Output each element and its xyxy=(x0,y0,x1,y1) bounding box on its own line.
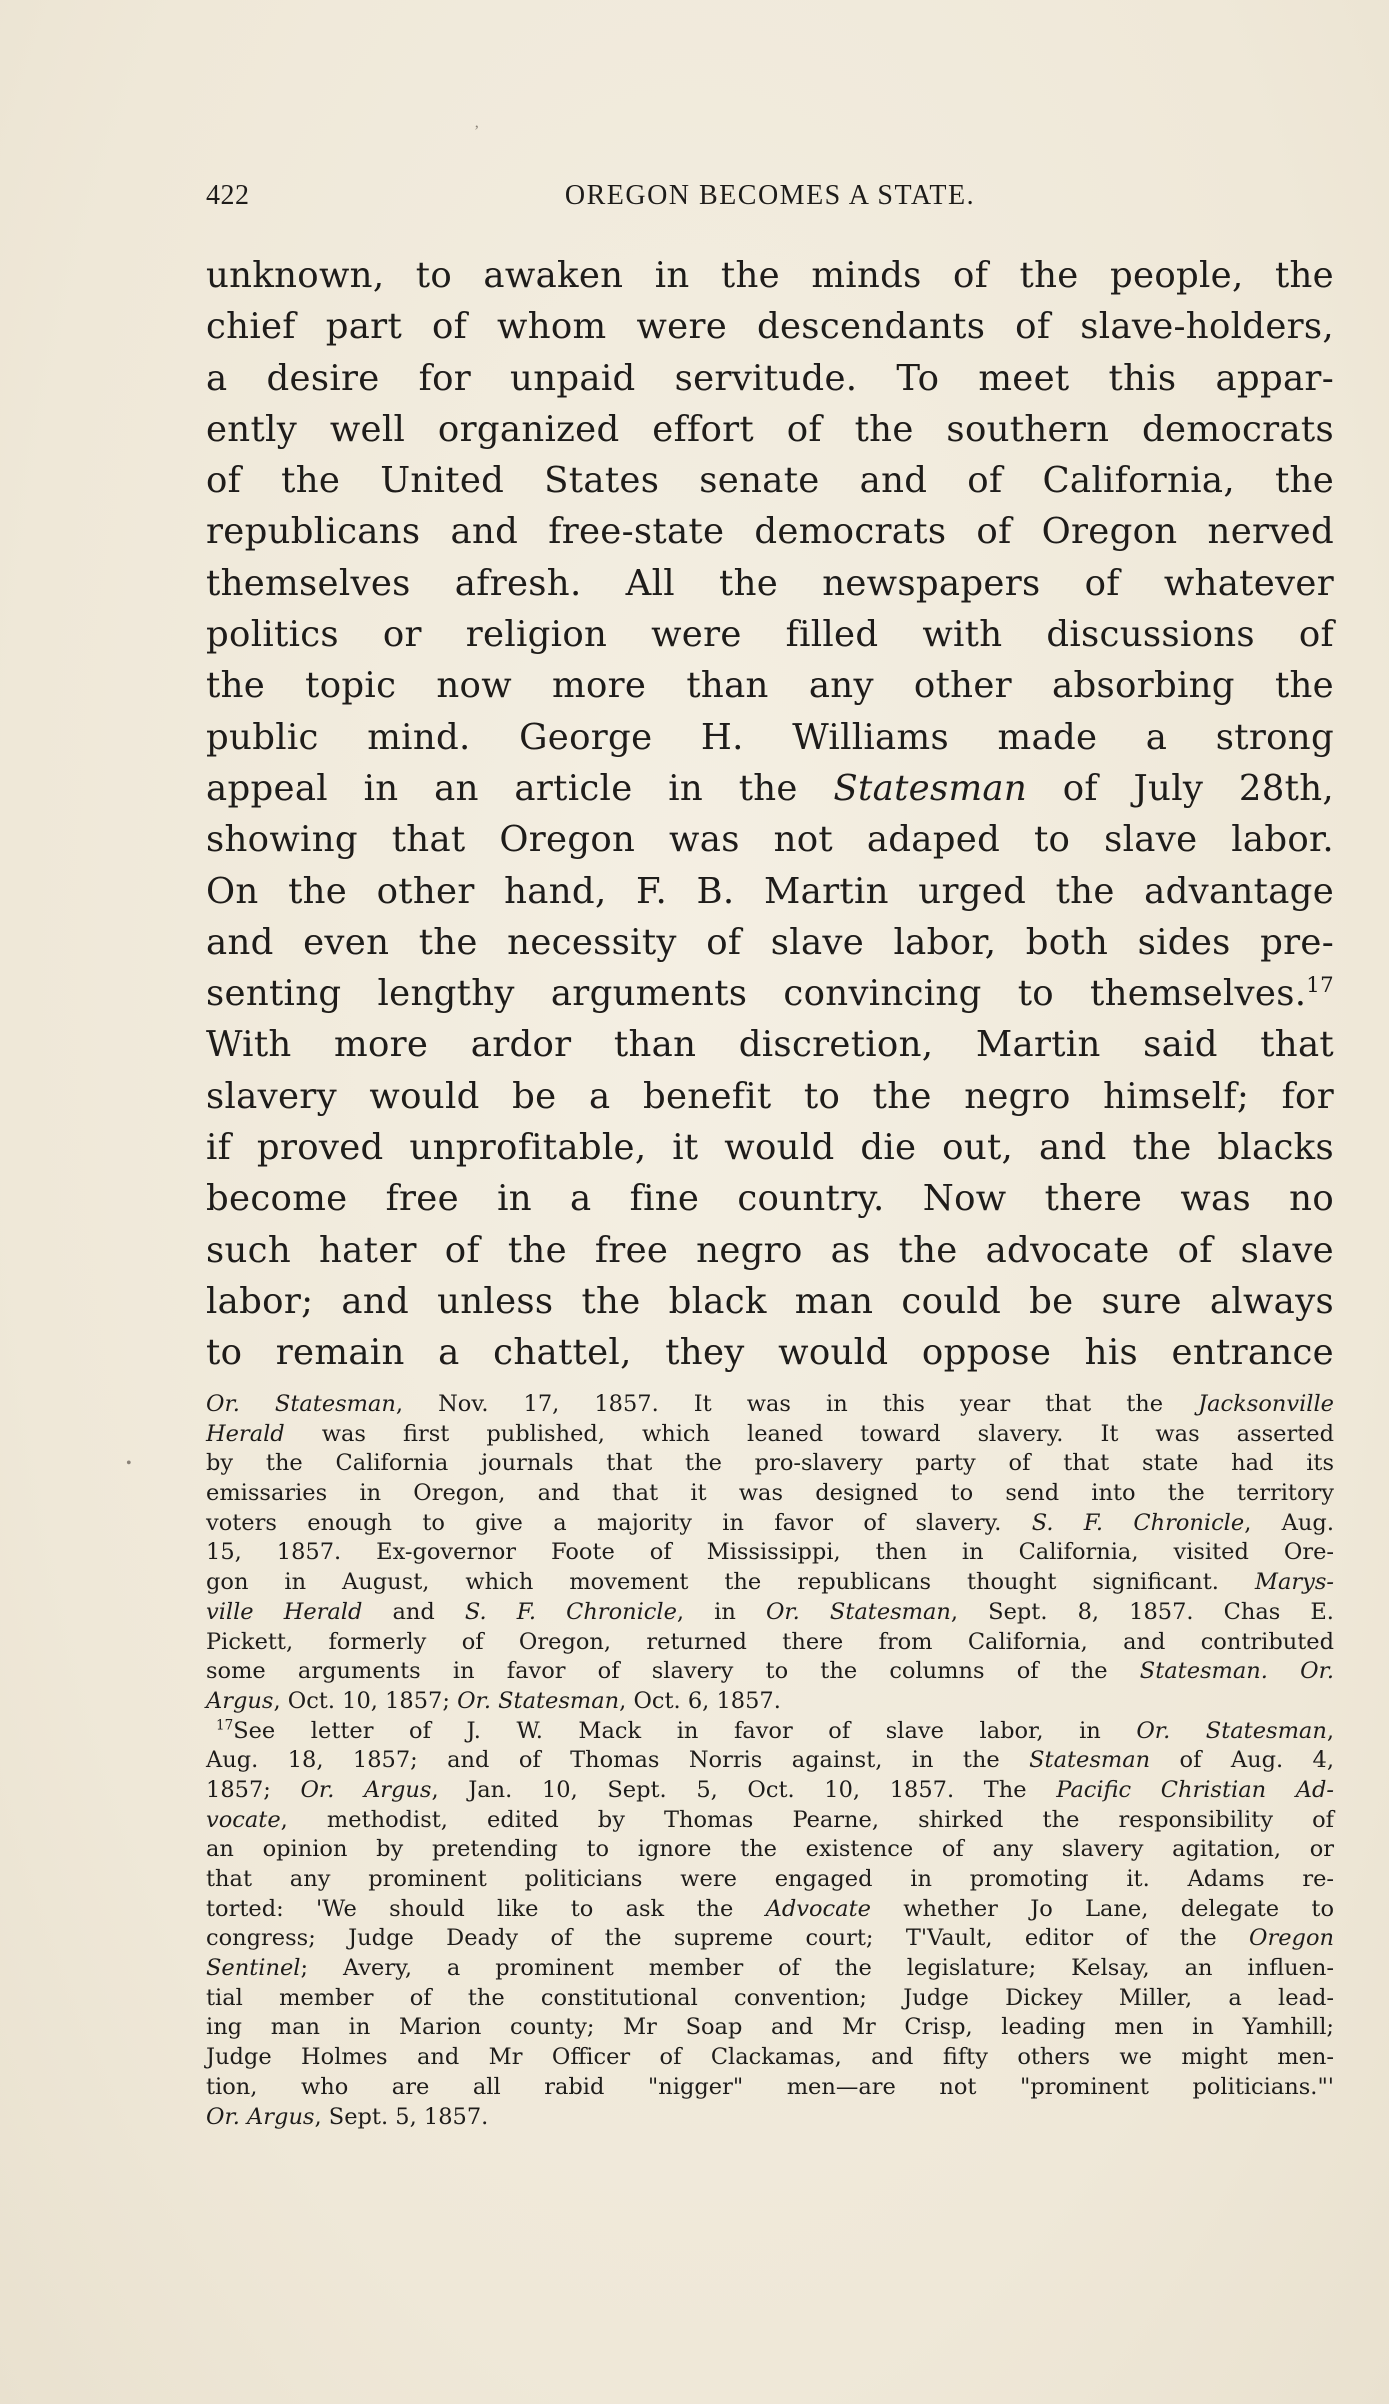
footnote-line: Judge Holmes and Mr Officer of Clackamas, and fifty others we might men- xyxy=(206,2044,1334,2071)
footnote-line: Or. Statesman, Nov. 17, 1857. It was in this year that the Jacksonville xyxy=(206,1391,1334,1417)
body-line: showing that Oregon was not adaped to slave labor. xyxy=(206,819,1334,861)
body-line: senting lengthy arguments convincing to themselves.$^{17}$ xyxy=(206,973,1334,1015)
footnote-line: by the California journals that the pro-slavery party of that state had its xyxy=(206,1450,1334,1477)
footnote-line: that any prominent politicians were engaged in promoting it. Adams re- xyxy=(206,1866,1334,1892)
footnote-line: $^{17}$See letter of J. W. Mack in favor of slave labor, in Or. Statesman, xyxy=(216,1717,1334,1744)
footnote-line: Or. Argus, Sept. 5, 1857. xyxy=(206,2103,489,2130)
footnote-line: Sentinel; Avery, a prominent member of the legislature; Kelsay, an influen- xyxy=(206,1955,1334,1982)
body-line: chief part of whom were descendants of slave-holders, xyxy=(206,306,1334,348)
body-line: With more ardor than discretion, Martin said that xyxy=(206,1024,1334,1066)
body-line: become free in a fine country. Now there was no xyxy=(206,1178,1334,1220)
body-line: slavery would be a benefit to the negro himself; for xyxy=(206,1075,1334,1117)
footnote-line: Herald was first published, which leaned toward slavery. It was asserted xyxy=(206,1420,1334,1447)
body-line: appeal in an article in the Statesman of July 28th, xyxy=(206,767,1334,809)
footnote-line: congress; Judge Deady of the supreme court; T'Vault, editor of the Oregon xyxy=(206,1925,1334,1952)
body-line: of the United States senate and of California, the xyxy=(206,460,1334,502)
footnote-line: Pickett, formerly of Oregon, returned there from California, and contributed xyxy=(206,1628,1334,1655)
footnote-line: voters enough to give a majority in favor of slavery. S. F. Chronicle, Aug. xyxy=(206,1509,1334,1536)
footnote-16 xyxy=(206,1390,1334,1717)
body-line: a desire for unpaid servitude. To meet this appar- xyxy=(206,357,1334,399)
footnote-line: emissaries in Oregon, and that it was designed to send into the territory xyxy=(206,1480,1334,1507)
page-header xyxy=(206,176,1334,216)
footnote-line: Argus, Oct. 10, 1857; Or. Statesman, Oct. 6, 1857. xyxy=(206,1687,781,1714)
footnote-line: torted: 'We should like to ask the Advocate whether Jo Lane, delegate to xyxy=(206,1895,1334,1922)
footnote-17 xyxy=(206,1717,1334,2133)
body-line: politics or religion were filled with discussions of xyxy=(206,614,1334,656)
ink-speck: • xyxy=(126,1455,132,1472)
running-title: OREGON BECOMES A STATE. xyxy=(564,180,976,211)
footnote-line: tion, who are all rabid "nigger" men—are not "prominent politicians."' xyxy=(206,2073,1334,2100)
footnote-line: ville Herald and S. F. Chronicle, in Or. Statesman, Sept. 8, 1857. Chas E. xyxy=(206,1598,1334,1625)
body-line: if proved unprofitable, it would die out, and the blacks xyxy=(206,1127,1334,1169)
footnote-line: gon in August, which movement the republicans thought significant. Marys- xyxy=(206,1569,1334,1596)
footnote-line: some arguments in favor of slavery to the columns of the Statesman. Or. xyxy=(206,1658,1335,1685)
footnote-line: tial member of the constitutional convention; Judge Dickey Miller, a lead- xyxy=(206,1984,1334,2011)
footnote-line: ing man in Marion county; Mr Soap and Mr Crisp, leading men in Yamhill; xyxy=(206,2014,1334,2041)
footnotes xyxy=(206,1390,1334,2132)
footnote-line: Aug. 18, 1857; and of Thomas Norris against, in the Statesman of Aug. 4, xyxy=(206,1747,1334,1774)
body-line: ently well organized effort of the southern democrats xyxy=(206,408,1334,450)
page-number: 422 xyxy=(206,180,250,211)
main-text xyxy=(206,250,1334,1379)
body-line: themselves afresh. All the newspapers of whatever xyxy=(206,562,1334,604)
ink-speck: ʼ xyxy=(474,123,480,140)
body-line: labor; and unless the black man could be sure always xyxy=(206,1280,1334,1322)
body-line: unknown, to awaken in the minds of the people, the xyxy=(206,255,1334,296)
body-line: republicans and free-state democrats of Oregon nerved xyxy=(206,511,1334,553)
body-line: the topic now more than any other absorbing the xyxy=(206,665,1334,707)
body-line: On the other hand, F. B. Martin urged the advantage xyxy=(206,870,1334,912)
footnote-line: an opinion by pretending to ignore the existence of any slavery agitation, or xyxy=(206,1836,1334,1863)
body-line: and even the necessity of slave labor, both sides pre- xyxy=(206,921,1334,963)
body-line: to remain a chattel, they would oppose his entrance xyxy=(206,1332,1334,1374)
body-line: public mind. George H. Williams made a strong xyxy=(206,716,1334,758)
body-line: such hater of the free negro as the advocate of slave xyxy=(206,1229,1334,1271)
footnote-line: vocate, methodist, edited by Thomas Pearne, shirked the responsibility of xyxy=(206,1806,1334,1833)
footnote-line: 15, 1857. Ex-governor Foote of Mississippi, then in California, visited Ore- xyxy=(206,1539,1334,1566)
footnote-line: 1857; Or. Argus, Jan. 10, Sept. 5, Oct. 10, 1857. The Pacific Christian Ad- xyxy=(206,1776,1334,1803)
